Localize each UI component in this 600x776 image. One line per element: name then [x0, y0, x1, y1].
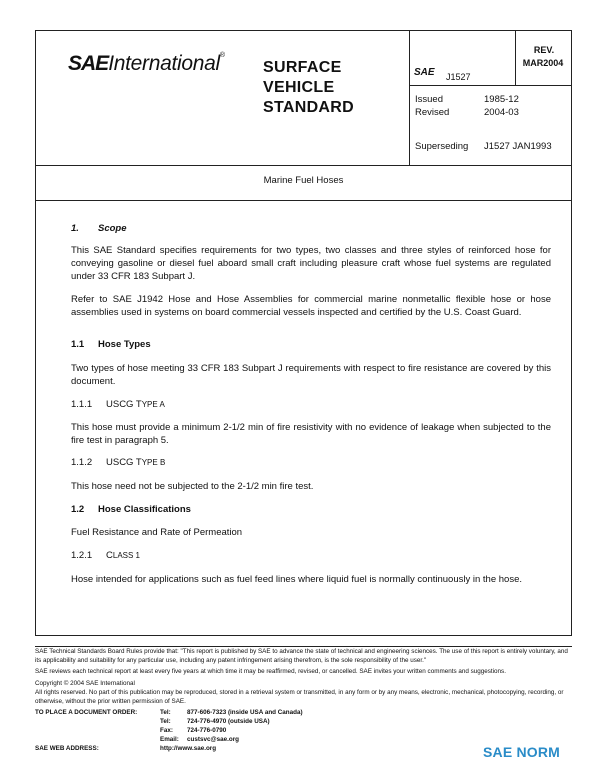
class-1-title-cap: C: [106, 550, 113, 561]
sae-mini-logo: SAE: [414, 67, 435, 78]
scope-paragraph-1: This SAE Standard specifies requirements for two types, two classes and three styles of reinforced hose for conveying gasoline or diesel fuel aboard small craft including pleasure craft whose fuel systems are regulated under 33 CFR 183 Subpart J.: [71, 245, 551, 282]
section-1-1-2-number: 1.1.2: [71, 457, 93, 468]
hose-types-paragraph: Two types of hose meeting 33 CFR 183 Subpart J requirements with respect to fire resistance are covered by this document.: [71, 363, 551, 387]
revised-value: 2004-03: [484, 107, 519, 118]
tel-label-1: Tel:: [160, 709, 171, 716]
document-title: Marine Fuel Hoses: [263, 175, 344, 186]
sae-norm-watermark: [483, 744, 560, 760]
logo-trademark: ®: [219, 52, 225, 59]
type-b-title-cap: USCG T: [106, 457, 142, 468]
tel-label-2: Tel:: [160, 718, 171, 725]
type-a-title-cap: USCG T: [106, 399, 142, 410]
section-1-2-1-number: 1.2.1: [71, 550, 93, 561]
header-divider: [35, 165, 572, 166]
section-1-2-title: Hose Classifications: [98, 504, 191, 515]
superseding-label: Superseding: [415, 141, 469, 152]
docnum-divider: [409, 85, 572, 86]
standard-type-line-2: VEHICLE: [263, 79, 335, 96]
issued-label: Issued: [415, 94, 443, 105]
type-a-title-smallcaps: YPE A: [141, 400, 165, 409]
type-a-paragraph: This hose must provide a minimum 2-1/2 min of fire resistivity with no evidence of leakage when subjected to the fire test in paragraph 5.: [71, 422, 551, 446]
footer-review-note: SAE reviews each technical report at least every five years at which time it may be reaffirmed, revised, or cancelled. SAE invites your written comments and suggestions.: [35, 668, 506, 675]
rev-date: MAR2004: [522, 58, 564, 68]
rev-column-divider: [515, 30, 516, 85]
email-label: Email:: [160, 736, 179, 743]
section-1-1-title: Hose Types: [98, 339, 151, 350]
footer-board-rules: SAE Technical Standards Board Rules provide that: "This report is published by SAE to advance the state of technical and engineering sciences. The use of this report is entirely voluntary, and its applicability and suitability for any particular use, including any patent infringement arising therefrom, is the sole responsibility of the user.": [35, 648, 568, 664]
rev-label: REV.: [533, 45, 555, 55]
fax-label: Fax:: [160, 727, 173, 734]
revised-label: Revised: [415, 107, 450, 118]
document-frame: [35, 30, 572, 636]
email-address[interactable]: custsvc@sae.org: [187, 736, 239, 743]
type-b-paragraph: This hose need not be subjected to the 2-1/2 min fire test.: [71, 481, 314, 492]
standard-type-line-1: SURFACE: [263, 59, 342, 76]
sae-norm-text: SAE NORM: [483, 744, 561, 760]
section-1-1-2-title: [106, 457, 165, 468]
section-1-number: 1.: [71, 223, 79, 234]
type-b-title-smallcaps: YPE B: [141, 458, 166, 467]
scope-paragraph-2: Refer to SAE J1942 Hose and Hose Assemblies for commercial marine nonmetallic flexible hose or hose assemblies used in systems on board commercial vessels inspected and certified by the U.S. Coast Guard.: [71, 294, 551, 318]
fax-number[interactable]: 724-776-0790: [187, 727, 227, 734]
footer-rights: All rights reserved. No part of this publication may be reproduced, stored in a retrieval system or transmitted, in any form or by any means, electronic, mechanical, photocopying, recording, or otherwise, without the prior written permission of SAE.: [35, 689, 564, 705]
logo-sae-text: SAE: [68, 52, 109, 75]
section-1-2-1-title: [106, 550, 140, 561]
superseding-value: J1527 JAN1993: [484, 141, 552, 152]
section-1-1-1-number: 1.1.1: [71, 399, 93, 410]
tel-outside-usa[interactable]: 724-776-4970 (outside USA): [187, 718, 270, 725]
tel-inside-usa[interactable]: 877-606-7323 (inside USA and Canada): [187, 709, 303, 716]
header-column-divider: [409, 30, 410, 165]
issued-value: 1985-12: [484, 94, 519, 105]
section-1-title: Scope: [98, 223, 127, 234]
title-divider: [35, 200, 572, 201]
class-1-paragraph: Hose intended for applications such as fuel feed lines where liquid fuel is normally continuously in the hose.: [71, 574, 522, 585]
order-label: TO PLACE A DOCUMENT ORDER:: [35, 709, 138, 716]
document-number: J1527: [446, 72, 471, 82]
class-1-title-smallcaps: LASS 1: [112, 551, 141, 560]
sae-international-logo: [68, 52, 225, 76]
web-label: SAE WEB ADDRESS:: [35, 745, 99, 752]
logo-international-text: International: [108, 52, 220, 75]
section-1-1-number: 1.1: [71, 339, 85, 350]
classifications-paragraph: Fuel Resistance and Rate of Permeation: [71, 527, 243, 538]
section-1-2-number: 1.2: [71, 504, 85, 515]
web-address-link[interactable]: http://www.sae.org: [160, 745, 217, 752]
standard-type-line-3: STANDARD: [263, 99, 354, 116]
footer-copyright: Copyright © 2004 SAE International: [35, 680, 135, 687]
section-1-1-1-title: [106, 399, 165, 410]
footer-rule: [35, 646, 572, 647]
